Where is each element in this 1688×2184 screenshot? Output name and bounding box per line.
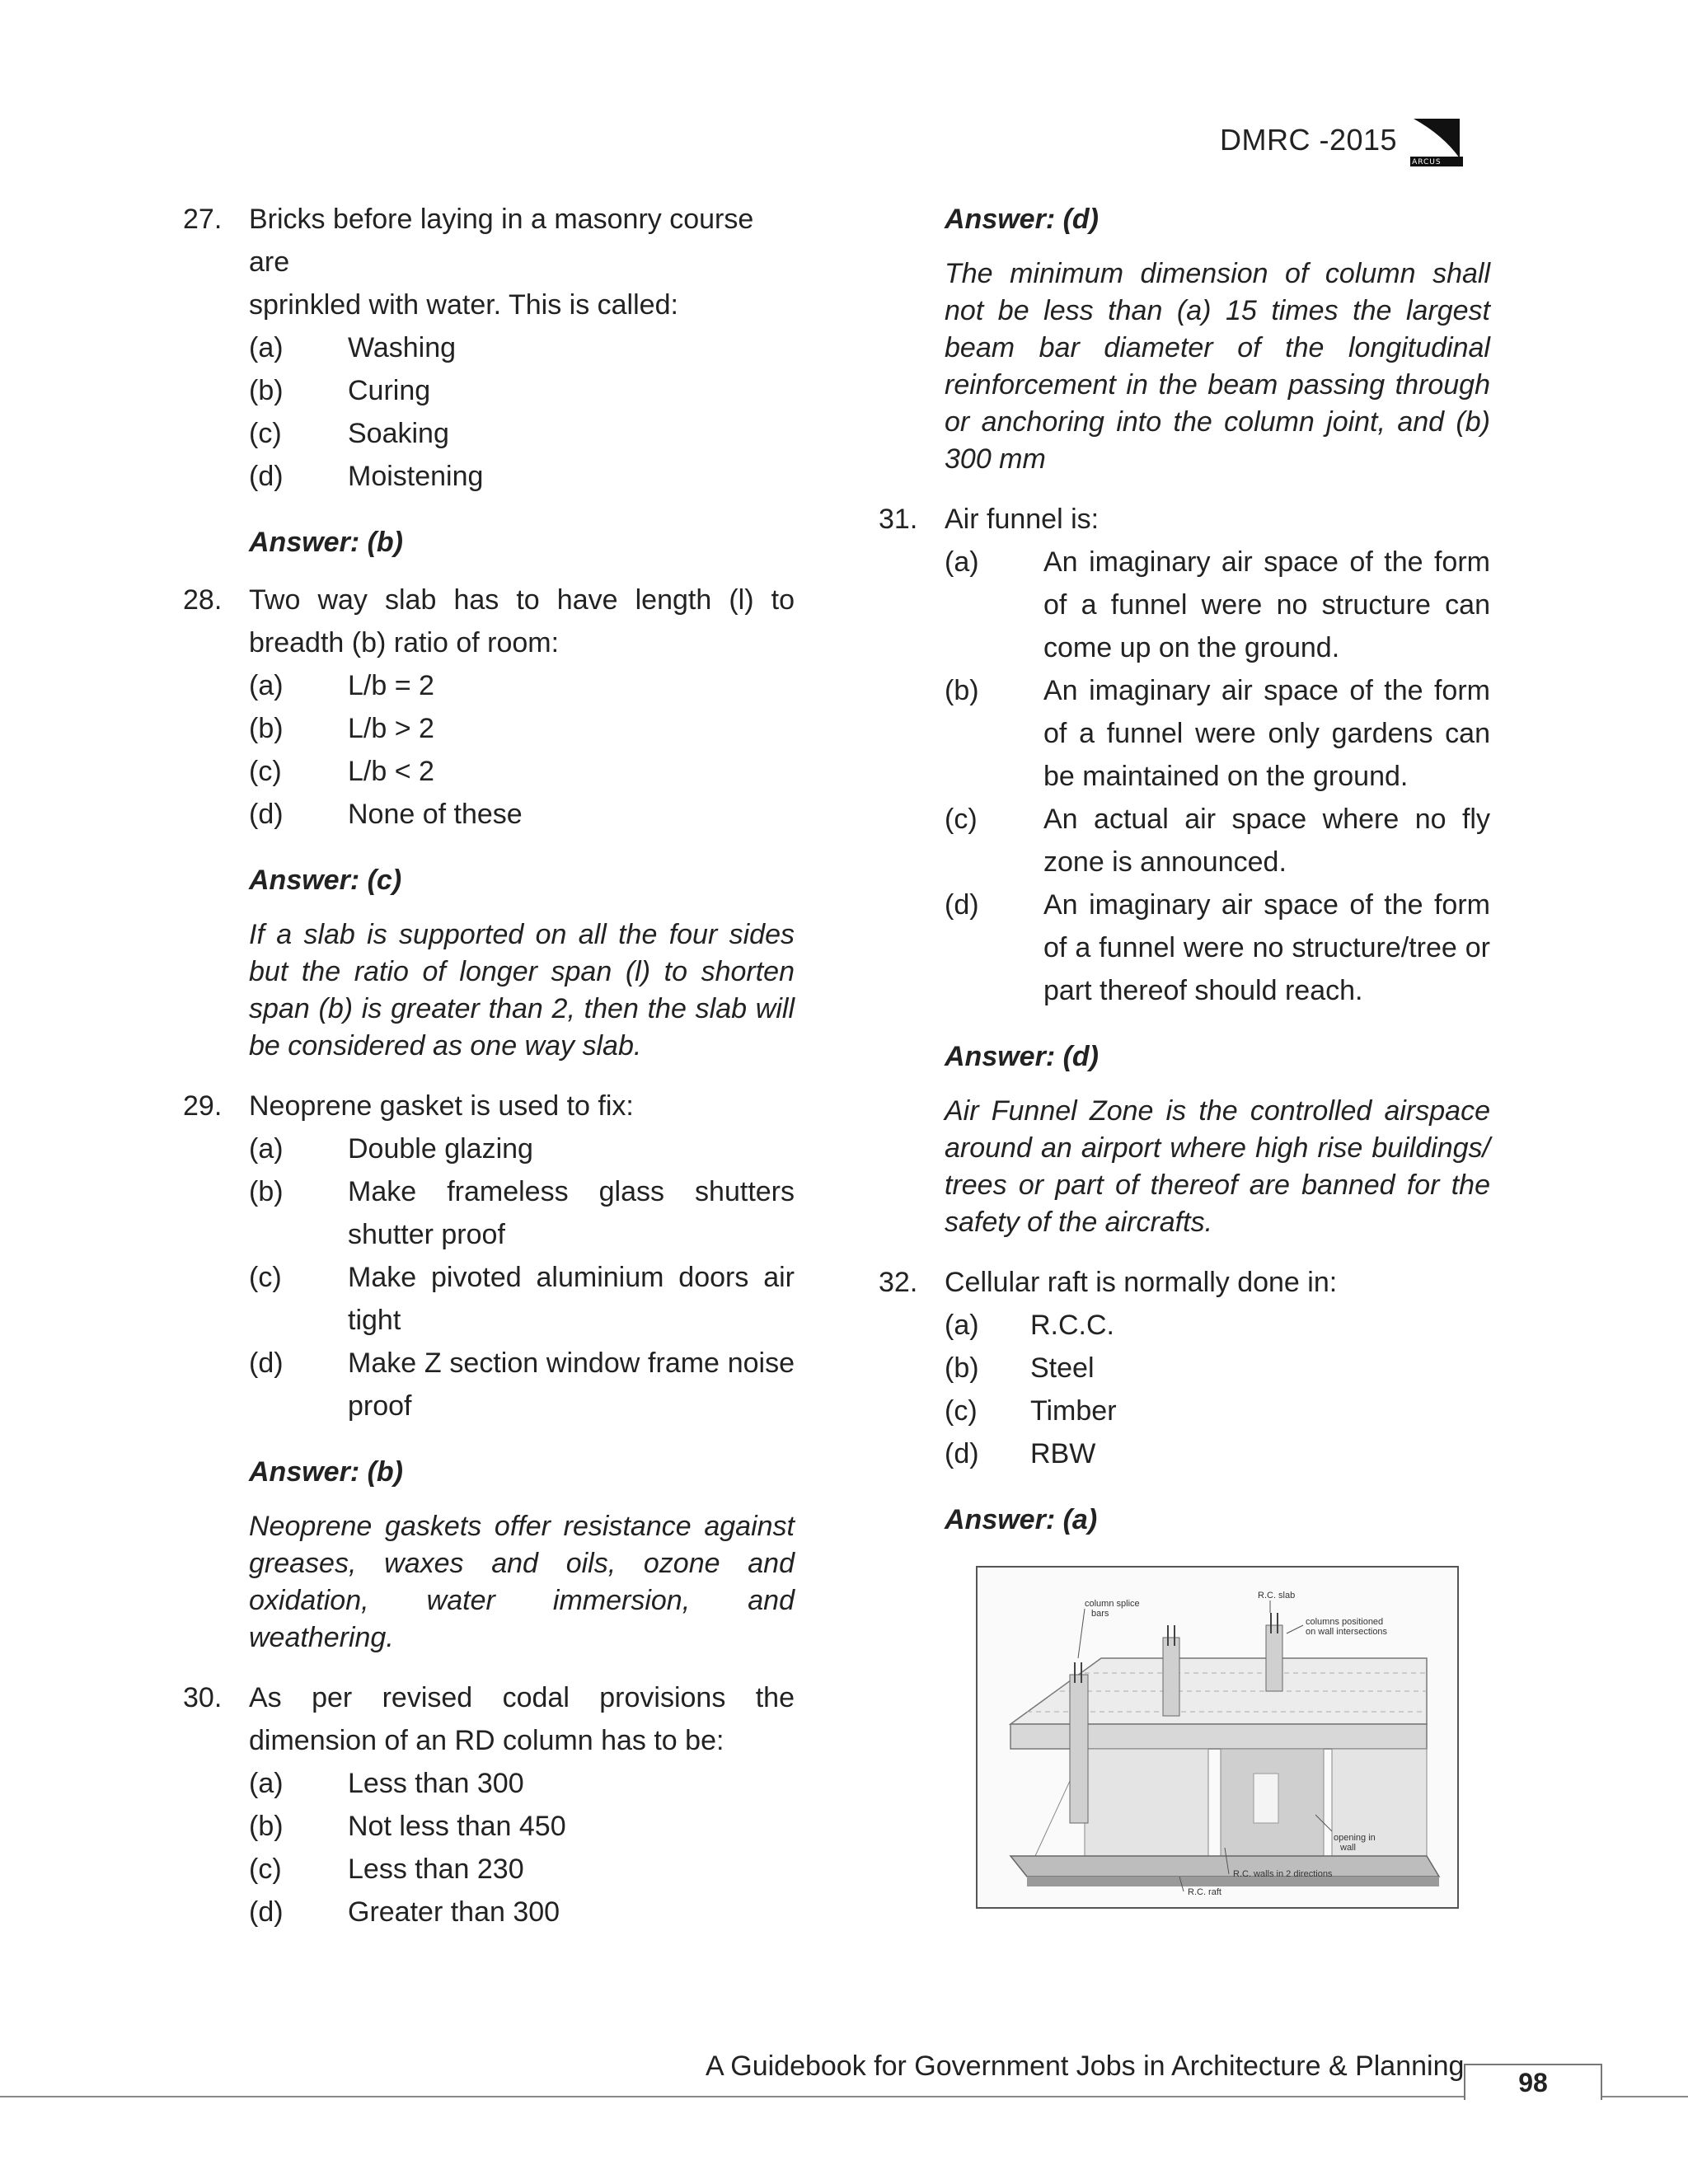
option-text: An actual air space where no fly zone is announced. <box>1043 804 1490 878</box>
option-label: (a) <box>249 332 284 363</box>
cellular-raft-illustration <box>978 1568 1457 1907</box>
footer-rule <box>0 2096 1688 2097</box>
option-label: (b) <box>945 1352 979 1384</box>
option-d <box>249 455 795 498</box>
option-a <box>249 664 795 707</box>
option-d <box>249 1342 795 1427</box>
option-c <box>249 1848 795 1891</box>
option-c <box>945 798 1490 883</box>
option-label: (a) <box>945 546 979 578</box>
option-a <box>249 326 795 369</box>
answer: Answer: (b) <box>249 1456 403 1488</box>
option-d <box>249 1891 795 1933</box>
arcus-logo <box>1410 114 1463 166</box>
question-text: Neoprene gasket is used to fix: <box>249 1090 634 1122</box>
question-31 <box>879 498 1490 1012</box>
answer: Answer: (a) <box>945 1504 1098 1535</box>
option-text: Timber <box>1030 1395 1117 1427</box>
label-columns-positioned: columns positioned <box>1306 1617 1384 1627</box>
cellular-raft-diagram <box>976 1566 1459 1909</box>
option-text: Make frameless glass shutters shutter proof <box>348 1176 795 1250</box>
option-text: RBW <box>1030 1438 1096 1469</box>
answer: Answer: (c) <box>249 865 402 896</box>
option-label: (a) <box>249 1768 284 1799</box>
option-d <box>945 883 1490 1012</box>
label-wall: wall <box>1340 1843 1356 1853</box>
page-number: 98 <box>1518 2067 1548 2097</box>
question-text <box>249 198 795 326</box>
left-column <box>183 198 795 1933</box>
option-text: L/b = 2 <box>348 670 434 701</box>
explanation: If a slab is supported on all the four sides but the ratio of longer span (l) to shorten span (b) is greater than 2, then the slab will be considered as one way slab. <box>249 919 795 1062</box>
label-opening: opening in <box>1334 1833 1376 1843</box>
option-label: (c) <box>249 1854 282 1885</box>
question-32 <box>879 1261 1490 1475</box>
option-text: L/b < 2 <box>348 756 434 787</box>
right-column <box>879 198 1490 1909</box>
explanation: Air Funnel Zone is the controlled airspace around an airport where high rise buildings/ trees or part of thereof are banned for the safety of the aircrafts. <box>945 1095 1490 1238</box>
question-text: Cellular raft is normally done in: <box>945 1267 1338 1298</box>
question-line: Two way slab has to have length (l) to <box>249 584 795 616</box>
option-text: Make Z section window frame noise proof <box>348 1347 795 1422</box>
header-title: DMRC -2015 <box>1220 123 1398 157</box>
option-label: (a) <box>945 1310 979 1341</box>
option-a <box>249 1127 795 1170</box>
option-text: None of these <box>348 799 523 830</box>
question-text: Air funnel is: <box>945 504 1100 535</box>
option-c <box>249 412 795 455</box>
question-number: 27. <box>183 204 223 235</box>
question-28 <box>183 579 795 836</box>
question-line: sprinkled with water. This is called: <box>249 289 678 321</box>
question-number: 28. <box>183 584 223 616</box>
logo-text: ARCUS <box>1412 158 1442 166</box>
option-c <box>249 1256 795 1342</box>
option-text: L/b > 2 <box>348 713 434 744</box>
option-text: Less than 230 <box>348 1854 524 1885</box>
label-column-splice: column splice <box>1085 1599 1140 1609</box>
option-d <box>249 793 795 836</box>
option-text: R.C.C. <box>1030 1310 1114 1341</box>
footer-title: A Guidebook for Government Jobs in Architecture & Planning <box>706 2050 1465 2082</box>
option-label: (b) <box>249 1176 284 1207</box>
label-on-wall: on wall intersections <box>1306 1627 1388 1637</box>
answer: Answer: (d) <box>945 1041 1099 1072</box>
option-label: (d) <box>945 889 979 921</box>
question-line: breadth (b) ratio of room: <box>249 627 560 658</box>
option-label: (b) <box>945 675 979 706</box>
option-label: (c) <box>945 804 978 835</box>
question-line: As per revised codal provisions the <box>249 1682 795 1713</box>
option-text: Less than 300 <box>348 1768 524 1799</box>
question-text <box>249 1676 795 1762</box>
option-text: Greater than 300 <box>348 1896 560 1928</box>
option-b <box>945 669 1490 798</box>
option-label: (d) <box>249 1347 284 1379</box>
option-c <box>249 750 795 793</box>
option-b <box>249 1170 795 1256</box>
option-a <box>945 541 1490 669</box>
question-text <box>249 579 795 664</box>
option-b <box>249 707 795 750</box>
question-line: dimension of an RD column has to be: <box>249 1725 724 1756</box>
explanation: The minimum dimension of column shall not be less than (a) 15 times the largest beam bar diameter of the longitudinal reinforcement in the beam passing through or anchoring into the column joint, and (b) 300 mm <box>945 258 1490 475</box>
label-rc-walls: R.C. walls in 2 directions <box>1233 1869 1333 1879</box>
option-label: (d) <box>945 1438 979 1469</box>
question-line: Bricks before laying in a masonry course are <box>249 204 754 278</box>
option-text: Not less than 450 <box>348 1811 566 1842</box>
option-label: (a) <box>249 670 284 701</box>
label-rc-raft: R.C. raft <box>1188 1887 1221 1897</box>
option-d <box>945 1432 1490 1475</box>
option-label: (c) <box>249 1262 282 1293</box>
page-header <box>1220 115 1463 165</box>
option-text: An imaginary air space of the form of a funnel were no structure can come up on the ground. <box>1043 546 1490 663</box>
option-b <box>249 369 795 412</box>
option-label: (a) <box>249 1133 284 1165</box>
option-label: (b) <box>249 375 284 406</box>
option-label: (b) <box>249 713 284 744</box>
question-29 <box>183 1085 795 1427</box>
option-text: Soaking <box>348 418 449 449</box>
option-text: Double glazing <box>348 1133 533 1165</box>
option-text: Make pivoted aluminium doors air tight <box>348 1262 795 1336</box>
option-label: (c) <box>249 418 282 449</box>
option-label: (d) <box>249 1896 284 1928</box>
option-text: Moistening <box>348 461 484 492</box>
question-number: 31. <box>879 504 918 535</box>
option-text: An imaginary air space of the form of a funnel were only gardens can be maintained on the ground. <box>1043 675 1490 792</box>
option-label: (d) <box>249 461 284 492</box>
option-b <box>945 1347 1490 1390</box>
option-label: (c) <box>249 756 282 787</box>
question-30 <box>183 1676 795 1933</box>
option-label: (c) <box>945 1395 978 1427</box>
option-text: An imaginary air space of the form of a funnel were no structure/tree or part thereof should reach. <box>1043 889 1490 1006</box>
option-text: Steel <box>1030 1352 1095 1384</box>
answer: Answer: (b) <box>249 527 403 558</box>
question-number: 30. <box>183 1682 223 1713</box>
option-c <box>945 1390 1490 1432</box>
question-27 <box>183 198 795 498</box>
option-a <box>249 1762 795 1805</box>
question-number: 32. <box>879 1267 918 1298</box>
option-text: Washing <box>348 332 457 363</box>
label-bars: bars <box>1091 1609 1109 1619</box>
option-text: Curing <box>348 375 431 406</box>
option-a <box>945 1304 1490 1347</box>
option-b <box>249 1805 795 1848</box>
label-rc-slab: R.C. slab <box>1258 1591 1296 1601</box>
explanation: Neoprene gaskets offer resistance against greases, waxes and oils, ozone and oxidation, water immersion, and weathering. <box>249 1511 795 1653</box>
option-label: (d) <box>249 799 284 830</box>
question-number: 29. <box>183 1090 223 1122</box>
answer: Answer: (d) <box>945 204 1099 235</box>
page-number-box <box>1464 2064 1602 2100</box>
option-label: (b) <box>249 1811 284 1842</box>
